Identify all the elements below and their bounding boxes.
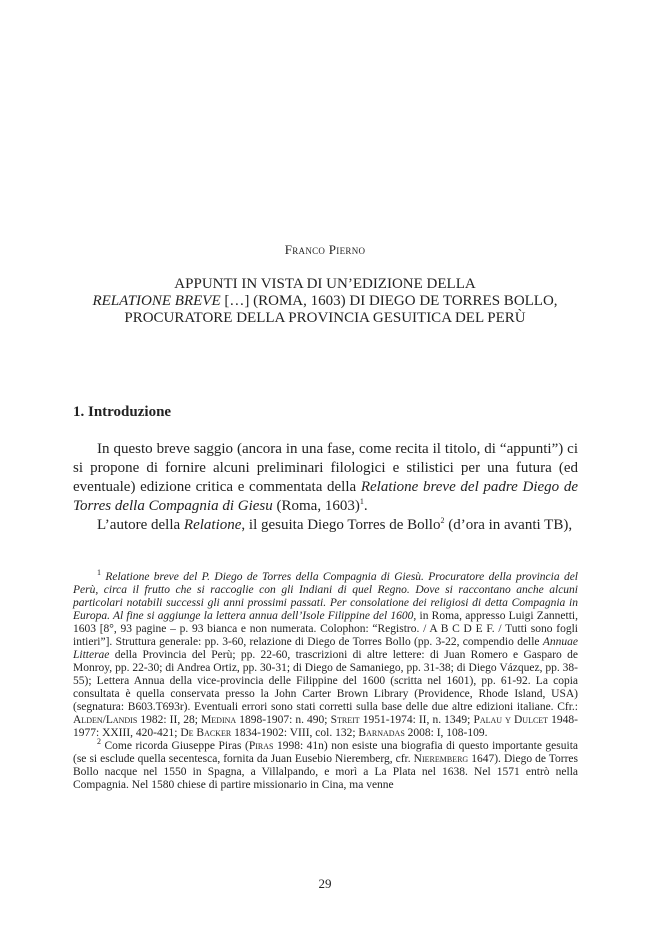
footnote-2	[73, 737, 578, 792]
footnote-1-text-d: 1898-1907: n. 490;	[236, 714, 331, 726]
footnote-2-text-a: Come ricorda Giuseppe Piras (	[101, 740, 249, 752]
footnote-1-number: 1	[97, 568, 101, 578]
footnote-1-text-a: , in Roma, appresso Luigi Zannetti, 1603 [8°, 93 pagine – p. 93 bianca e non numerata. Colophon: “Registro. / A B C D E F. / Tutti sono fogli intieri”]. Struttura generale: pp. 3-60, relazione di Diego de Torres Bollo (pp. 3-22, compendio delle	[73, 610, 578, 648]
body-text	[73, 440, 578, 535]
footnote-1-text-f: 1948-1977: XXIII, 420-421;	[73, 714, 578, 739]
paragraph-2-text: L’autore della	[97, 517, 184, 533]
title-italic-part: RELATIONE BREVE	[92, 293, 221, 309]
footnote-2-citation: Nieremberg	[413, 753, 469, 765]
paragraph-2-italic: Relatione	[183, 517, 242, 533]
footnote-1-citation: Barnadas	[358, 727, 405, 739]
footnote-2-citation: Piras	[248, 740, 274, 752]
footnote-1-italic-2: Annuae Litterae	[73, 636, 578, 661]
paragraph-1-text-c: .	[363, 498, 368, 514]
footnote-1-citation: Palau y Dulcet	[473, 714, 549, 726]
section-heading: 1. Introduzione	[73, 404, 172, 420]
footnote-1-text-e: 1951-1974: II, n. 1349;	[359, 714, 474, 726]
footnote-1-text-b: della Provincia del Perù; pp. 22-60, trascrizioni di altre lettere: di Juan Romero e Gasparo de Monroy, pp. 22-30; di Andrea Ortiz, pp. 30-31; di Diego de Samaniego, pp. 31-38; di Diego Vázquez, pp. 38-55); Lettera Annua della vice-provincia delle Filippine del 1600 (scritta nel 1601), pp. 61-92. La copia consultata è quella conservata presso la John Carter Brown Library (Providence, Rhode Island, USA) (segnatura: B603.T693r). Eventuali errori sono stati corretti sulla base delle due altre edizioni italiane. Cfr.:	[73, 649, 578, 713]
article-title	[60, 276, 590, 327]
footnote-1-citation: Streit	[330, 714, 360, 726]
footnote-1-citation: Alden/Landis	[73, 714, 138, 726]
paragraph-2-text-b: , il gesuita Diego Torres de Bollo	[241, 517, 441, 533]
paragraph-1-text-b: (Roma, 1603)	[272, 498, 360, 514]
footnote-1	[73, 568, 579, 740]
footnote-ref-1[interactable]: 1	[359, 497, 364, 506]
author-name: Franco Pierno	[284, 242, 366, 257]
title-line-3: PROCURATORE DELLA PROVINCIA GESUITICA DEL PERÙ	[124, 310, 526, 326]
footnote-1-text-g: 1834-1902: VIII, col. 132;	[231, 727, 359, 739]
paragraph-1	[73, 440, 578, 516]
footnote-2-text-b: 1998: 41n) non esiste una biografia di questo importante gesuita (se si esclude quella secentesca, fornita da Juan Eusebio Nieremberg, cfr.	[73, 740, 578, 765]
paragraph-2-text-c: (d’ora in avanti TB),	[444, 517, 573, 533]
footnote-1-citation: De Backer	[180, 727, 232, 739]
footnotes	[73, 568, 579, 792]
title-line-1: APPUNTI IN VISTA DI UN’EDIZIONE DELLA	[174, 276, 476, 292]
footnote-ref-2[interactable]: 2	[440, 516, 445, 525]
title-line-2-rest: […] (ROMA, 1603) DI DIEGO DE TORRES BOLLO,	[220, 293, 558, 309]
paragraph-1-italic: Relatione breve del padre Diego de Torres della Compagnia di Giesu	[73, 479, 578, 514]
footnote-1-citation: Medina	[201, 714, 237, 726]
footnote-2-text-c: 1647). Diego de Torres Bollo nacque nel 1550 in Spagna, a Villalpando, e morì a La Plata nel 1638. Nel 1571 entrò nella Compagnia. Nel 1580 chiese di partire missionario in Cina, ma venne	[73, 753, 578, 791]
page-number: 29	[318, 876, 332, 891]
paragraph-1-text: In questo breve saggio (ancora in una fase, come recita il titolo, di “appunti”) ci si propone di fornire alcuni preliminari filologici e stilistici per una futura (ed eventuale) edizione critica e commentata della	[73, 441, 578, 495]
footnote-1-italic: Relatione breve del P. Diego de Torres della Compagnia di Giesù. Procuratore della provincia del Perù, circa il frutto che si raccoglie con gli Indiani di quel Regno. Dove si raccontano anche alcuni particolari notabili successi gli anni prossimi passati. Per consolatione dei religiosi di detta Compagnia in Europa. Al fine si aggiunge la lettera annua dell’Isole Filippine del 1600	[73, 571, 579, 622]
footnote-2-number: 2	[97, 737, 101, 747]
footnote-1-text-h: 2008: I, 108-109.	[404, 727, 488, 739]
paragraph-2	[73, 516, 578, 535]
footnote-1-text-c: 1982: II, 28;	[137, 714, 202, 726]
title-line-2	[60, 293, 590, 310]
